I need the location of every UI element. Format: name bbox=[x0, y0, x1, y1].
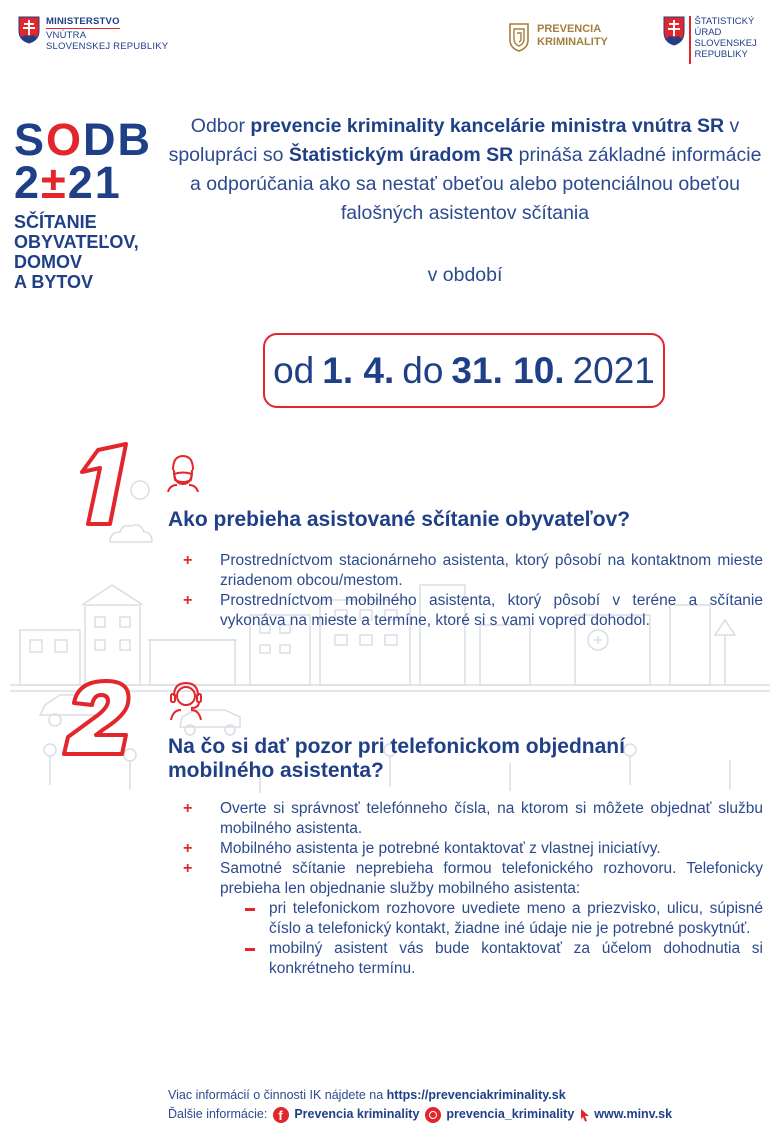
fingerprint-icon bbox=[507, 20, 531, 52]
statistics-line3: SLOVENSKEJ bbox=[694, 38, 757, 49]
list-item bbox=[183, 799, 763, 839]
sublist-item bbox=[220, 939, 763, 979]
prevention-line2: KRIMINALITY bbox=[537, 36, 608, 48]
intro-text: Odbor bbox=[190, 115, 251, 137]
sodb-letter: S bbox=[14, 114, 47, 165]
sodb-letter: DB bbox=[83, 114, 153, 165]
ministry-line3: SLOVENSKEJ REPUBLIKY bbox=[46, 41, 169, 52]
facebook-icon bbox=[273, 1107, 289, 1123]
sublist-item-text: pri telefonickom rozhovore uvediete meno a priezvisko, ulicu, súpisné číslo a telefonický kontakt, žiadne iné údaje nie je potrebné poskytnúť. bbox=[269, 900, 763, 937]
intro-text: prináša základné informácie a odporúčania ako sa nestať obeťou alebo potenciálnou obeťou falošných asistentov sčítania bbox=[190, 144, 762, 224]
intro-bold-department: prevencie kriminality kancelárie ministra vnútra SR bbox=[250, 115, 725, 137]
section-2-number-graphic bbox=[56, 675, 146, 760]
list-item bbox=[183, 551, 763, 591]
statistics-line2: ÚRAD bbox=[694, 27, 722, 38]
dash-bullet-icon bbox=[245, 948, 255, 951]
period-label: v období bbox=[427, 264, 503, 286]
ministry-line1: MINISTERSTVO bbox=[46, 16, 120, 27]
plus-bullet-icon: + bbox=[183, 592, 193, 609]
plus-bullet-icon: + bbox=[183, 840, 193, 857]
footer-links-row bbox=[168, 1105, 672, 1124]
sodb-digit: 21 bbox=[67, 157, 122, 208]
intro-paragraph bbox=[165, 112, 765, 228]
sodb-plusminus: ± bbox=[41, 157, 68, 208]
section-1-number: 1 bbox=[68, 440, 69, 441]
period-year: 2021 bbox=[572, 349, 655, 391]
section-2-number: 2 bbox=[56, 675, 57, 676]
sodb-logo bbox=[14, 114, 153, 292]
statistics-office-logo bbox=[663, 16, 757, 64]
dash-bullet-icon bbox=[245, 908, 255, 911]
headset-operator-icon bbox=[167, 678, 205, 720]
list-item bbox=[183, 591, 763, 631]
ministry-website-link[interactable]: www.minv.sk bbox=[594, 1107, 673, 1121]
list-item-text: Overte si správnosť telefónneho čísla, na ktorom si môžete objednať službu mobilného asistenta. bbox=[220, 800, 763, 837]
sodb-tagline bbox=[14, 212, 144, 292]
cursor-pointer-icon bbox=[580, 1108, 590, 1122]
sodb-tag-line: SČÍTANIE bbox=[14, 212, 97, 232]
statistics-line1: ŠTATISTICKÝ bbox=[694, 16, 755, 27]
slovak-coat-of-arms-icon bbox=[663, 16, 685, 46]
ministry-line2: VNÚTRA bbox=[46, 30, 87, 41]
footer-links-label: Ďalšie informácie: bbox=[168, 1107, 268, 1121]
period-from-word: od bbox=[273, 349, 315, 391]
plus-bullet-icon: + bbox=[183, 552, 193, 569]
list-item bbox=[183, 839, 763, 859]
list-item bbox=[183, 859, 763, 979]
section-2-heading-line: Na čo si dať pozor pri telefonickom objednaní bbox=[168, 735, 625, 758]
prevention-logo bbox=[507, 20, 608, 52]
sodb-letter: O bbox=[46, 114, 84, 165]
period-to-date: 31. 10. bbox=[451, 349, 565, 391]
period-from-date: 1. 4. bbox=[322, 349, 395, 391]
prevention-website-link[interactable]: https://prevenciakriminality.sk bbox=[386, 1088, 566, 1102]
section-2-heading bbox=[168, 735, 625, 783]
list-item-text: Samotné sčítanie neprebieha formou telefonického rozhovoru. Telefonicky prebieha len objednanie služby mobilného asistenta: bbox=[220, 860, 763, 897]
facebook-link[interactable]: Prevencia kriminality bbox=[294, 1107, 420, 1121]
section-2-list bbox=[183, 799, 763, 979]
prevention-line1: PREVENCIA bbox=[537, 23, 602, 35]
plus-bullet-icon: + bbox=[183, 800, 193, 817]
sodb-tag-line: OBYVATEĽOV, bbox=[14, 232, 139, 252]
logo-divider bbox=[689, 16, 691, 64]
instagram-icon bbox=[425, 1107, 441, 1123]
ministry-logo bbox=[18, 16, 168, 52]
masked-person-icon bbox=[165, 452, 201, 492]
period-to-word: do bbox=[402, 349, 444, 391]
sublist-item bbox=[220, 899, 763, 939]
section-1-heading: Ako prebieha asistované sčítanie obyvateľov? bbox=[168, 508, 631, 531]
sublist-item-text: mobilný asistent vás bude kontaktovať za účelom dohodnutia si konkrétneho termínu. bbox=[269, 940, 763, 977]
sodb-wordmark bbox=[14, 114, 153, 208]
statistics-line4: REPUBLIKY bbox=[694, 49, 748, 60]
section-2-sublist bbox=[220, 899, 763, 979]
footer-info-text: Viac informácií o činnosti IK nájdete na bbox=[168, 1088, 384, 1102]
sodb-tag-line: DOMOV bbox=[14, 252, 83, 272]
list-item-text: Prostredníctvom stacionárneho asistenta, ktorý pôsobí na kontaktnom mieste zriadenom obcou/mestom. bbox=[220, 552, 763, 589]
sodb-tag-line: A BYTOV bbox=[14, 272, 94, 292]
list-item-text: Prostredníctvom mobilného asistenta, ktorý pôsobí v teréne a sčítanie vykonáva na mieste a termíne, ktoré si s vami vopred dohodol. bbox=[220, 592, 763, 629]
intro-text: v spolupráci so bbox=[168, 115, 740, 166]
plus-bullet-icon: + bbox=[183, 860, 193, 877]
slovak-coat-of-arms-icon bbox=[18, 16, 40, 44]
list-item-text: Mobilného asistenta je potrebné kontaktovať z vlastnej iniciatívy. bbox=[220, 840, 661, 857]
section-1-list bbox=[183, 551, 763, 631]
section-2-heading-line: mobilného asistenta? bbox=[168, 759, 384, 782]
intro-bold-office: Štatistickým úradom SR bbox=[288, 144, 514, 166]
sodb-digit: 2 bbox=[14, 157, 42, 208]
footer bbox=[168, 1086, 672, 1124]
footer-info-row bbox=[168, 1086, 672, 1105]
decor-cloud-sun-icon bbox=[100, 472, 170, 552]
instagram-link[interactable]: prevencia_kriminality bbox=[446, 1107, 575, 1121]
period-date-box bbox=[263, 333, 665, 408]
